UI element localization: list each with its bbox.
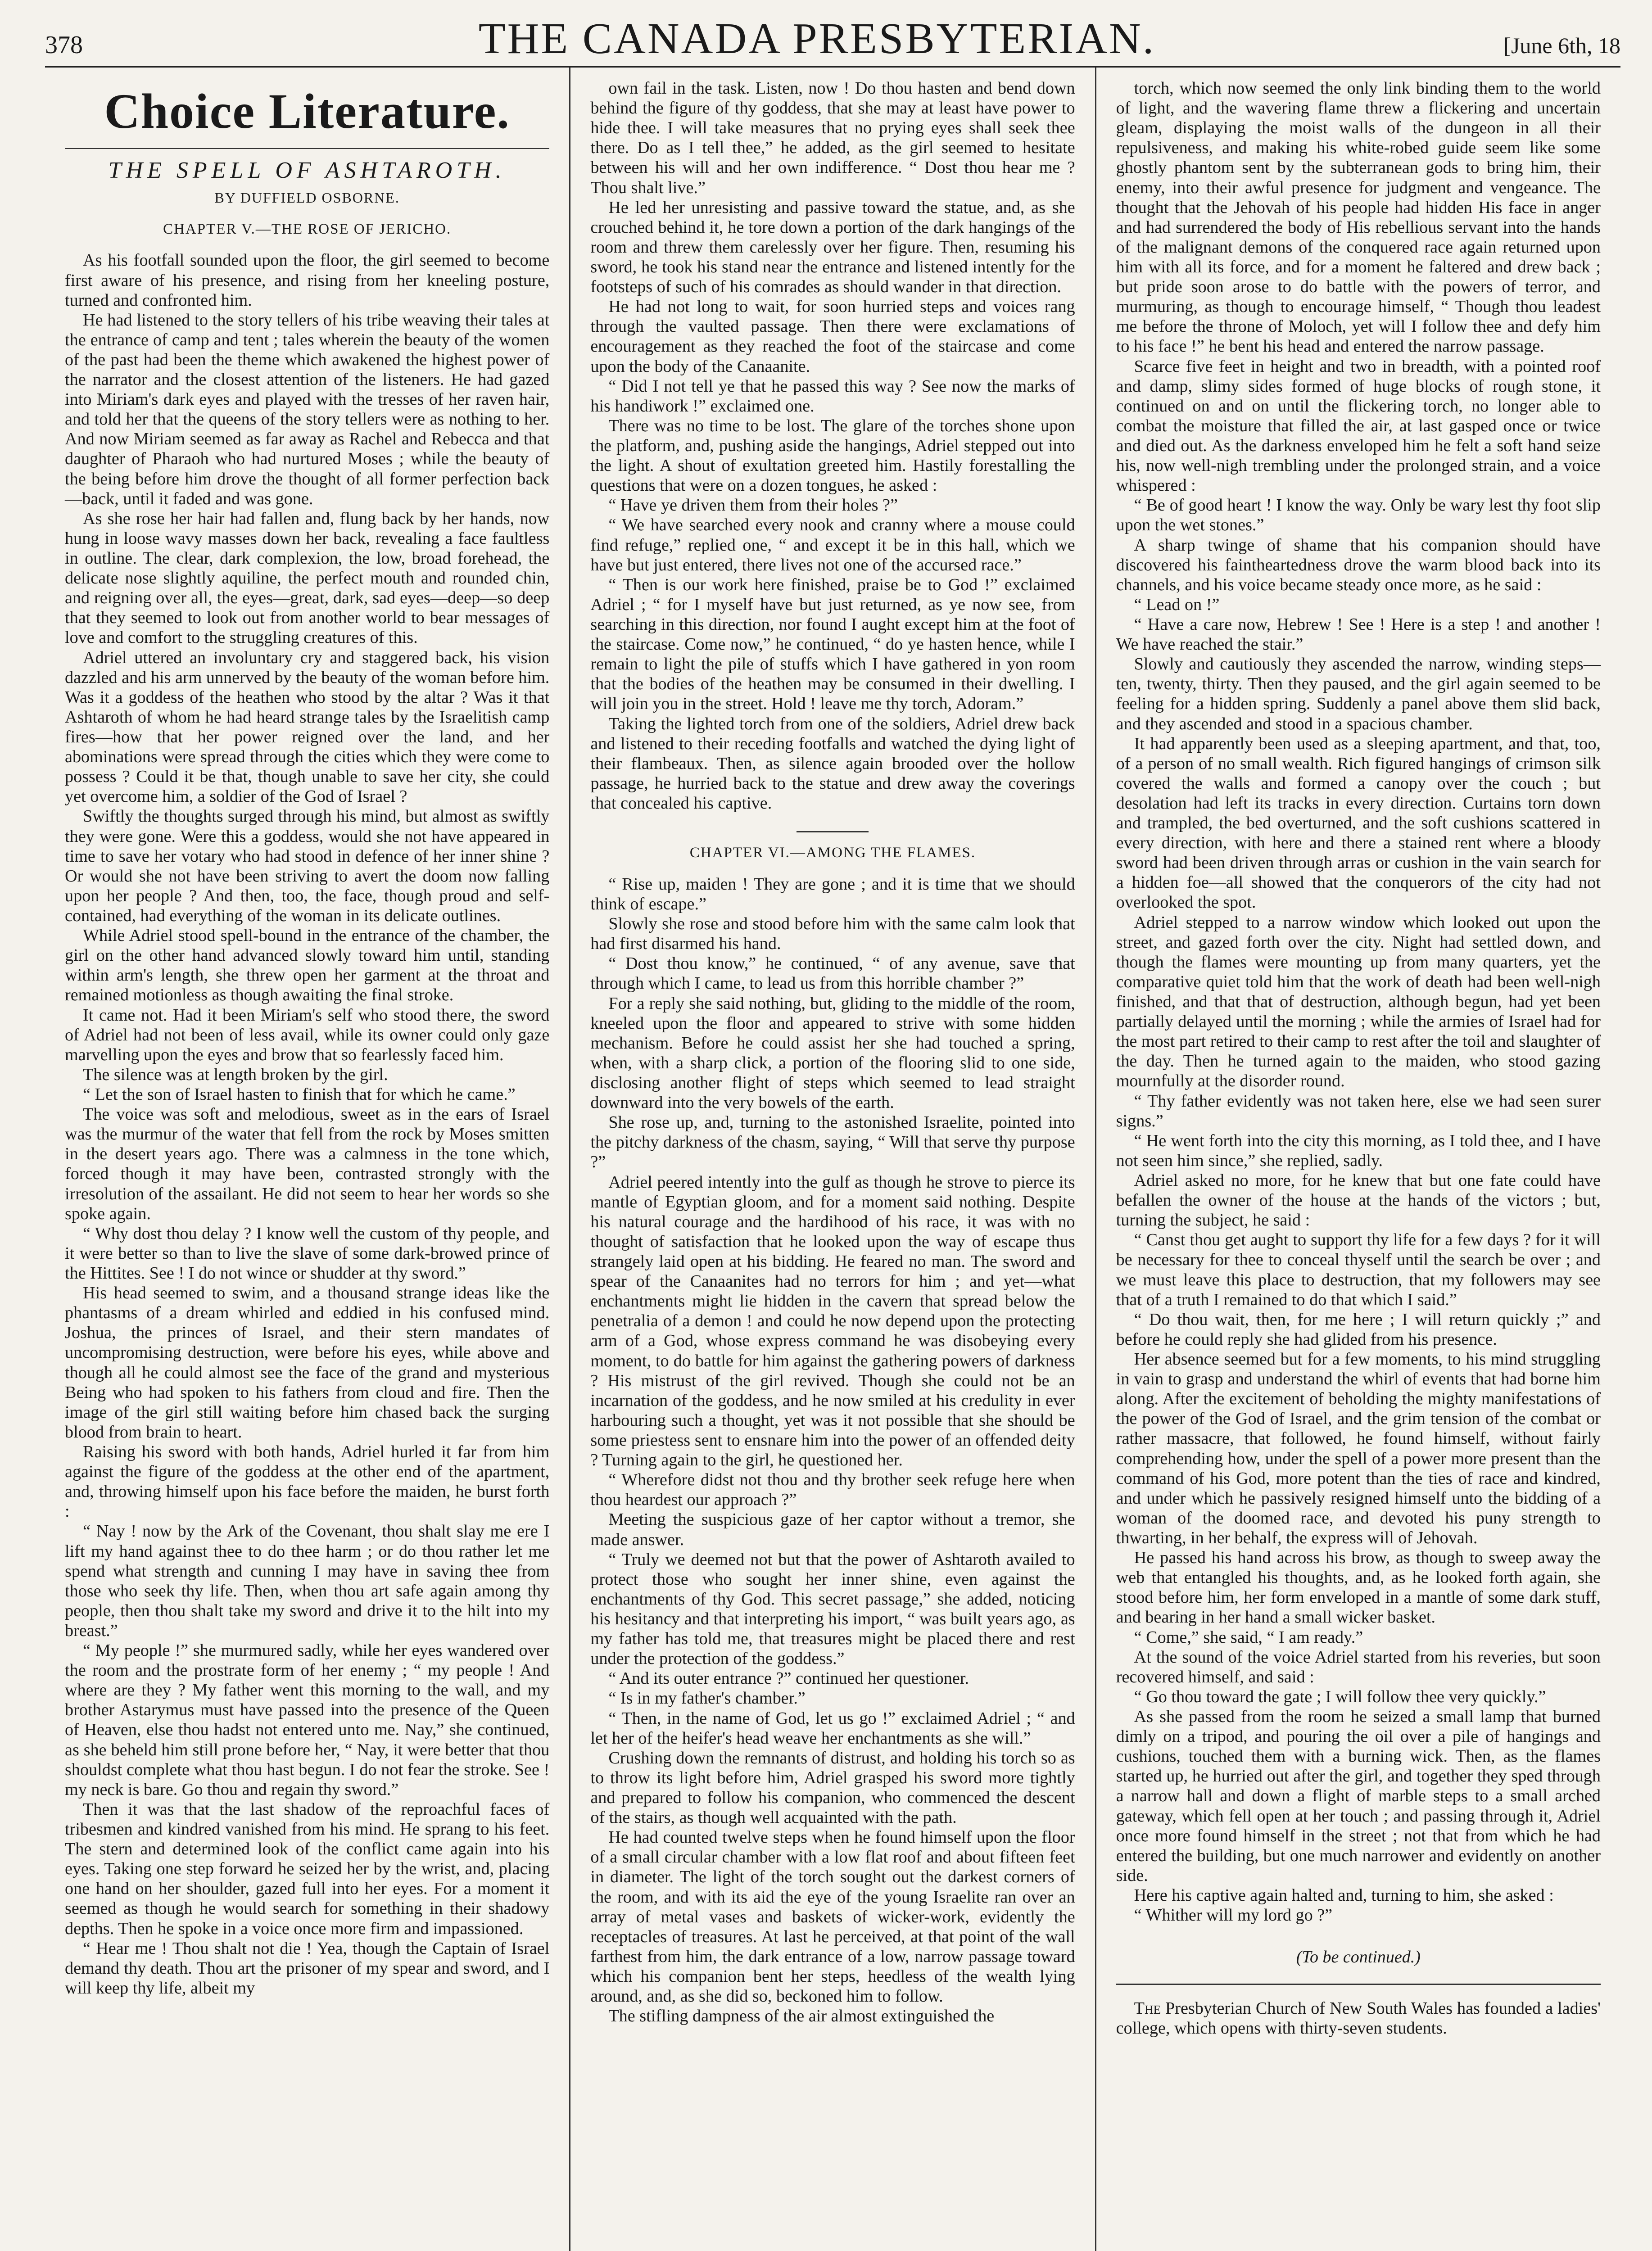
paragraph: His head seemed to swim, and a thousand strange ideas like the phantasms of a dream whirled and eddied in his confused mind. Joshua, the princes of Israel, and their stern mandates of uncompromising destruction, were before his eyes, while above and though all he could almost see the face of the grand and mysterious Being who had spoken to his fathers from cloud and fire. Then the image of the girl still waiting before him chased back the surging blood from brain to heart. (65, 1284, 550, 1442)
chapter-heading: CHAPTER VI.—AMONG THE FLAMES. (689, 845, 976, 861)
paragraph: Meeting the suspicious gaze of her captor without a tremor, she made answer. (590, 1510, 1075, 1549)
paragraph: The silence was at length broken by the girl. (83, 1065, 388, 1084)
paragraph: He led her unresisting and passive toward the statue, and, as she crouched behind it, he tore down a portion of the dark hangings of the room and threw them carelessly over her figure. Then, resuming his sword, he took his stand near the entrance and listened intently for the footsteps of such of his comrades as should wander in that direction. (590, 198, 1075, 297)
paragraph: “ Have ye driven them from their holes ?” (608, 496, 898, 515)
paragraph: The voice was soft and melodious, sweet as in the ears of Israel was the murmur of the water that fell from the rock by Moses smitten in the desert years ago. There was a calmness in the tone which, forced though it may have been, contrasted strongly with the irresolution of the assailant. He did not seem to hear her words so she spoke again. (65, 1105, 550, 1223)
paragraph: “ Thy father evidently was not taken here, else we had seen surer signs.” (1116, 1091, 1601, 1130)
paragraph: As his footfall sounded upon the floor, the girl seemed to become first aware of his presence, and rising from her kneeling posture, turned and confronted him. (65, 251, 550, 310)
paragraph: Slowly she rose and stood before him with the same calm look that had first disarmed his hand. (590, 914, 1075, 954)
paragraph: “ Come,” she said, “ I am ready.” (1134, 1627, 1363, 1647)
issue-date: [June 6th, 18 (1503, 33, 1620, 58)
paragraph: “ Then, in the name of God, let us go !” exclaimed Adriel ; “ and let her of the heifer's head weave her enchantments as she will.” (590, 1709, 1075, 1748)
column-2-text-a (590, 78, 1075, 813)
department-heading: Choice Literature. (104, 84, 510, 139)
paragraph: He passed his hand across his brow, as though to sweep away the web that entangled his thoughts, and, as he looked forth again, she stood before him, her form enveloped in a mantle of some dark stuff, and bearing in her hand a small wicker basket. (1116, 1548, 1601, 1627)
paragraph: The stifling dampness of the air almost extinguished the (608, 2007, 995, 2026)
columns (45, 68, 1620, 2251)
column-1-text (65, 250, 549, 1998)
paragraph: He had counted twelve steps when he found himself upon the floor of a small circular chamber with a low flat roof and about fifteen feet in diameter. The light of the torch sought out the darkest corners of the room, and with its aid the eye of the young Israelite ran over an array of metal vases and baskets of wicker-work, evidently the receptacles of treasures. At last he perceived, at that point of the wall farthest from him, the dark entrance of a low, narrow passage toward which his companion bent her steps, heedless of the wealth lying around, and, as she did so, beckoned him to follow. (590, 1828, 1075, 2006)
paragraph: It had apparently been used as a sleeping apartment, and that, too, of a person of no small wealth. Rich figured hangings of crimson silk covered the walls and formed a canopy over the couch ; but desolation had left its tracks in every direction. Curtains torn down and trampled, the bed overturned, and the soft cushions scattered in every direction, with here and there a stained rent where a bloody sword had been driven through arras or cushion in the vain search for a hidden foe—all showed that the conquerors of the city had not overlooked the spot. (1116, 734, 1601, 912)
paragraph: “ Wherefore didst not thou and thy brother seek refuge here when thou heardest our approach ?” (590, 1470, 1075, 1510)
byline: BY DUFFIELD OSBORNE. (214, 189, 400, 206)
paragraph: “ Rise up, maiden ! They are gone ; and it is time that we should think of escape.” (590, 874, 1075, 914)
chapter-heading: CHAPTER V.—THE ROSE OF JERICHO. (163, 221, 452, 237)
section-rule (797, 831, 869, 832)
paragraph: Slowly and cautiously they ascended the narrow, winding steps—ten, twenty, thirty. Then they paused, and the girl again seemed to be feeling for a hidden spring. Suddenly a panel above them slid back, and they ascended and stood in a spacious chamber. (1116, 655, 1601, 733)
column-2-text-b (590, 874, 1075, 2026)
story-title: THE SPELL OF ASHTAROTH. (65, 148, 549, 184)
paragraph: Adriel peered intently into the gulf as though he strove to pierce its mantle of Egyptian gloom, and for a moment said nothing. Despite his natural courage and the hardihood of his race, it was with no thought of satisfaction that he looked upon the way of escape thus strangely laid open at his bidding. He feared no man. The sword and spear of the Canaanites had no terrors for him ; and yet—what enchantments might lie hidden in the cavern that spread below the penetralia of a demon ! and could he now depend upon the protecting arm of a God, whose express command he was disobeying every moment, to do battle for him against the gathering powers of darkness ? His mistrust of the girl revived. Though she could not be an incarnation of the goddess, and he now smiled at his credulity in ever harbouring such a thought, yet was it not possible that she should be some priestess sent to ensnare him into the power of an offended deity ? Turning again to the girl, he questioned her. (590, 1172, 1075, 1470)
paragraph: “ Nay ! now by the Ark of the Covenant, thou shalt slay me ere I lift my hand against thee to do thee harm ; or do thou rather let me spend what strength and cunning I may have in saving thee from those who seek thy life. Then, when thou art safe again among thy people, then thou shalt take my sword and drive it to the hilt into my breast.” (65, 1522, 550, 1640)
paragraph: As she passed from the room he seized a small lamp that burned dimly on a tripod, and pouring the oil over a pile of hangings and cushions, touched them with a burning wick. Then, as the flames started up, he hurried out after the girl, and together they sped through a narrow hall and down a flight of marble steps to a small arched gateway, which fell open at her touch ; and passing through it, Adriel once more found himself in the street ; not that from which he had entered the building, but one much narrower and evidently on another side. (1116, 1707, 1601, 1885)
running-head (45, 14, 1620, 68)
paragraph: own fail in the task. Listen, now ! Do thou hasten and bend down behind the figure of thy goddess, that she may at least have power to hide thee. I will take measures that no prying eyes shall seek thee there. Do as I tell thee,” he added, as the girl seemed to hesitate between his will and her own indifference. “ Dost thou hear me ? Thou shalt live.” (590, 79, 1075, 197)
paragraph: Then it was that the last shadow of the reproachful faces of tribesmen and kindred vanished from his mind. He sprang to his feet. The stern and determined look of the conflict came again into his eyes. Taking one step forward he seized her by the wrist, and, placing one hand on her shoulder, gazed full into her eyes. For a moment it seemed as though he would search for something in their shadowy depths. Then he spoke in a voice once more firm and impassioned. (65, 1799, 550, 1938)
paragraph: “ Is in my father's chamber.” (608, 1689, 806, 1708)
paragraph: “ Whither will my lord go ?” (1134, 1906, 1333, 1925)
paragraph: “ Be of good heart ! I know the way. Only be wary lest thy foot slip upon the wet stones.” (1116, 496, 1601, 535)
paragraph: Here his captive again halted and, turning to him, she asked : (1134, 1885, 1554, 1905)
paragraph: “ Why dost thou delay ? I know well the custom of thy people, and it were better so than to live the slave of some dark-browed prince of the Hittites. See ! I do not wince or shudder at thy sword.” (65, 1224, 550, 1283)
paragraph: Adriel asked no more, for he knew that but one fate could have befallen the owner of the house at the hands of the victors ; but, turning the subject, he said : (1116, 1171, 1601, 1230)
paragraph: “ He went forth into the city this morning, as I told thee, and I have not seen him since,” she replied, sadly. (1116, 1131, 1601, 1170)
paragraph: “ Have a care now, Hebrew ! See ! Here is a step ! and another ! We have reached the stair.” (1116, 615, 1601, 654)
paragraph: Swiftly the thoughts surged through his mind, but almost as swiftly they were gone. Were this a goddess, would she not have appeared in time to save her votary who had stood in defence of her inner shine ? Or would she not have been striving to avert the doom now falling upon her people ? And then, too, the face, though proud and self-contained, had everything of the woman in its delicate outlines. (65, 807, 550, 925)
paragraph: “ Truly we deemed not but that the power of Ashtaroth availed to protect those who sought her inner shine, even against the enchantments of thy God. This secret passage,” she added, noticing his hesitancy and that interpreting his import, “ was built years ago, as my father has told me, that treasures might be placed there and rest under the protection of the goddess.” (590, 1550, 1075, 1668)
paragraph: “ Go thou toward the gate ; I will follow thee very quickly.” (1134, 1687, 1546, 1706)
column-2 (569, 68, 1095, 2251)
column-3 (1095, 68, 1620, 2251)
paragraph: There was no time to be lost. The glare of the torches shone upon the platform, and, pushing aside the hangings, Adriel stepped out into the light. A shout of exultation greeted him. Hastily forestalling the questions that were on a dozen tongues, he asked : (590, 416, 1075, 495)
paragraph: “ Dost thou know,” he continued, “ of any avenue, save that through which I came, to lead us from this horrible chamber ?” (590, 954, 1075, 993)
paragraph: “ And its outer entrance ?” continued her questioner. (608, 1669, 969, 1688)
news-note-lead: The (1134, 1999, 1161, 2018)
paper-title: THE CANADA PRESBYTERIAN. (478, 14, 1156, 63)
column-3-text (1116, 78, 1601, 1925)
news-note (1116, 1998, 1601, 2038)
paragraph: Adriel stepped to a narrow window which looked out upon the street, and gazed forth over the city. Night had settled down, and though the flames were mounting up from many quarters, yet the comparative quiet told him that the work of death had been well-nigh finished, and that that of destruction, although begun, had yet been partially delayed until the morning ; while the armies of Israel had for the most part retired to their camp to rest after the toil and slaughter of the day. Then he turned again to the maiden, who stood gazing mournfully at the disorder round. (1116, 913, 1601, 1091)
paragraph: A sharp twinge of shame that his companion should have discovered his faintheartedness drove the warm blood back into its channels, and his voice became steady once more, as he said : (1116, 535, 1601, 594)
paragraph: Crushing down the remnants of distrust, and holding his torch so as to throw its light before him, Adriel grasped his sword more tightly and prepared to follow his companion, who commenced the descent of the stairs, as though well acquainted with the path. (590, 1748, 1075, 1827)
paragraph: “ Let the son of Israel hasten to finish that for which he came.” (83, 1085, 516, 1104)
paragraph: Her absence seemed but for a few moments, to his mind struggling in vain to grasp and understand the whirl of events that had borne him along. After the excitement of beholding the mighty manifestations of the power of the God of Israel, and the grim tension of the combat or rather massacre, that followed, he found himself, without fairly comprehending how, under the spell of a power more present than the command of his God, more potent than the ties of race and kindred, and under which he passively resigned himself unto the bidding of a woman of the doomed race, and devoted his puny strength to thwarting, in her behalf, the express will of Jehovah. (1116, 1350, 1601, 1547)
paragraph: Taking the lighted torch from one of the soldiers, Adriel drew back and listened to their receding footfalls and watched the dying light of their flambeaux. Then, as silence again brooded over the hollow passage, he hurried back to the statue and drew away the coverings that concealed his captive. (590, 714, 1075, 813)
paragraph: At the sound of the voice Adriel started from his reveries, but soon recovered himself, and said : (1116, 1647, 1601, 1686)
paragraph: Raising his sword with both hands, Adriel hurled it far from him against the figure of the goddess at the other end of the apartment, and, throwing himself upon his face before the maiden, he burst forth : (65, 1442, 550, 1521)
paragraph: “ Canst thou get aught to support thy life for a few days ? for it will be necessary for thee to conceal thyself until the search be over ; and we must leave this place to destruction, that my followers may see that of a truth I remained to do that which I said.” (1116, 1230, 1601, 1309)
paragraph: While Adriel stood spell-bound in the entrance of the chamber, the girl on the other hand advanced slowly toward him until, standing within arm's length, she threw open her garment at the throat and remained motionless as though awaiting the final stroke. (65, 926, 550, 1005)
paragraph: “ Did I not tell ye that he passed this way ? See now the marks of his handiwork !” exclaimed one. (590, 376, 1075, 416)
to-be-continued: (To be continued.) (1296, 1948, 1421, 1967)
news-note-text: Presbyterian Church of New South Wales has founded a ladies' college, which opens with thirty-seven students. (1116, 1999, 1601, 2038)
paragraph: Scarce five feet in height and two in breadth, with a pointed roof and damp, slimy sides formed of huge blocks of rough stone, it continued on and on until the flickering torch, no longer able to combat the moisture that filled the air, at last gasped once or twice and died out. As the darkness enveloped him he felt a soft hand seize his, now well-nigh trembling under the prolonged strain, and a voice whispered : (1116, 357, 1601, 495)
paragraph: “ Do thou wait, then, for me here ; I will return quickly ;” and before he could reply she had glided from his presence. (1116, 1310, 1601, 1349)
column-rule (1116, 1984, 1601, 1985)
paragraph: “ We have searched every nook and cranny where a mouse could find refuge,” replied one, “ and except it be in this hall, which we have but just entered, there lives not one of the accursed race.” (590, 515, 1075, 574)
paragraph: He had not long to wait, for soon hurried steps and voices rang through the vaulted passage. Then there were exclamations of encouragement as they reached the foot of the staircase and come upon the body of the Canaanite. (590, 297, 1075, 376)
paragraph: torch, which now seemed the only link binding them to the world of light, and the wavering flame threw a flickering and uncertain gleam, displaying the moist walls of the dungeon in all their repulsiveness, and making his white-robed guide seem like some ghostly phantom sent by the subterranean gods to bring him, their enemy, into their awful presence for judgment and vengeance. The thought that the Jehovah of his people had hidden His face in anger and had surrendered the body of His rebellious servant into the hands of the malignant demons of the conquered race again returned upon him with all its force, and for a moment he faltered and drew back ; but pride soon arose to do battle with the powers of terror, and murmuring, as though to encourage himself, “ Though thou leadest me before the throne of Moloch, yet will I follow thee and defy him to his face !” he bent his head and entered the narrow passage. (1116, 79, 1601, 356)
paragraph: It came not. Had it been Miriam's self who stood there, the sword of Adriel had not been of less avail, while its owner could only gaze marvelling upon the eyes and brow that so fearlessly faced him. (65, 1005, 550, 1064)
paragraph: “ Hear me ! Thou shalt not die ! Yea, though the Captain of Israel demand thy death. Thou art the prisoner of my spear and sword, and I will keep thy life, albeit my (65, 1939, 550, 1998)
paragraph: She rose up, and, turning to the astonished Israelite, pointed into the pitchy darkness of the chasm, saying, “ Will that serve thy purpose ?” (590, 1113, 1075, 1172)
paragraph: “ Lead on !” (1134, 595, 1220, 614)
paragraph: Adriel uttered an involuntary cry and staggered back, his vision dazzled and his arm unnerved by the beauty of the woman before him. Was it a goddess of the heathen who stood by the altar ? Was it that Ashtaroth of whom he had heard strange tales by the Israelitish camp fires—how that her power reigned over the land, and her abominations were spread through the cities which they were come to possess ? Could it be that, though unable to save her city, she could yet overcome him, a soldier of the God of Israel ? (65, 648, 550, 806)
paragraph: “ My people !” she murmured sadly, while her eyes wandered over the room and the prostrate form of her enemy ; “ my people ! And where are they ? My father went this morning to the wall, and my brother Astarymus must have passed into the presence of the Queen of Heaven, else thou hadst not entered unto me. Nay,” she continued, as she beheld him still prone before her, “ Nay, it were better that thou shouldst complete what thou hast begun. I do not fear the stroke. See ! my neck is bare. Go thou and regain thy sword.” (65, 1641, 550, 1799)
paragraph: As she rose her hair had fallen and, flung back by her hands, now hung in loose wavy masses down her back, revealing a face faultless in outline. The clear, dark complexion, the low, broad forehead, the delicate nose slightly aquiline, the perfect mouth and rounded chin, and reigning over all, the eyes—great, dark, sad eyes—deep—so deep that they seemed to look out from another world to bear messages of love and comfort to the struggling creatures of this. (65, 509, 550, 647)
paragraph: He had listened to the story tellers of his tribe weaving their tales at the entrance of camp and tent ; tales wherein the beauty of the women of the past had been the theme which awakened the highest power of the narrator and the closest attention of the listeners. He had gazed into Miriam's dark eyes and played with the tresses of her raven hair, and told her that the queens of the story tellers were as nothing to her. And now Miriam seemed as far away as Rachel and Rebecca and that daughter of Pharaoh who had nurtured Moses ; while the beauty of the being before him drove the thought of all former perfection back—back, until it faded and was gone. (65, 310, 550, 508)
paragraph: “ Then is our work here finished, praise be to God !” exclaimed Adriel ; “ for I myself have but just returned, as ye now see, from searching in this direction, nor found I aught except him at the foot of the staircase. Come now,” he continued, “ do ye hasten hence, while I remain to light the pile of stuffs which I have gathered in yon room that the bodies of the heathen may be consumed in their dwelling. I will join you in the street. Hold ! leave me thy torch, Adoram.” (590, 575, 1075, 714)
paragraph: For a reply she said nothing, but, gliding to the middle of the room, kneeled upon the floor and appeared to strive with some hidden mechanism. Before he could assist her she had touched a spring, when, with a sharp click, a portion of the flooring slid to one side, disclosing another flight of steps which seemed to lead straight downward into the very bowels of the earth. (590, 994, 1075, 1112)
page-number: 378 (45, 31, 83, 59)
column-1 (45, 68, 569, 2251)
